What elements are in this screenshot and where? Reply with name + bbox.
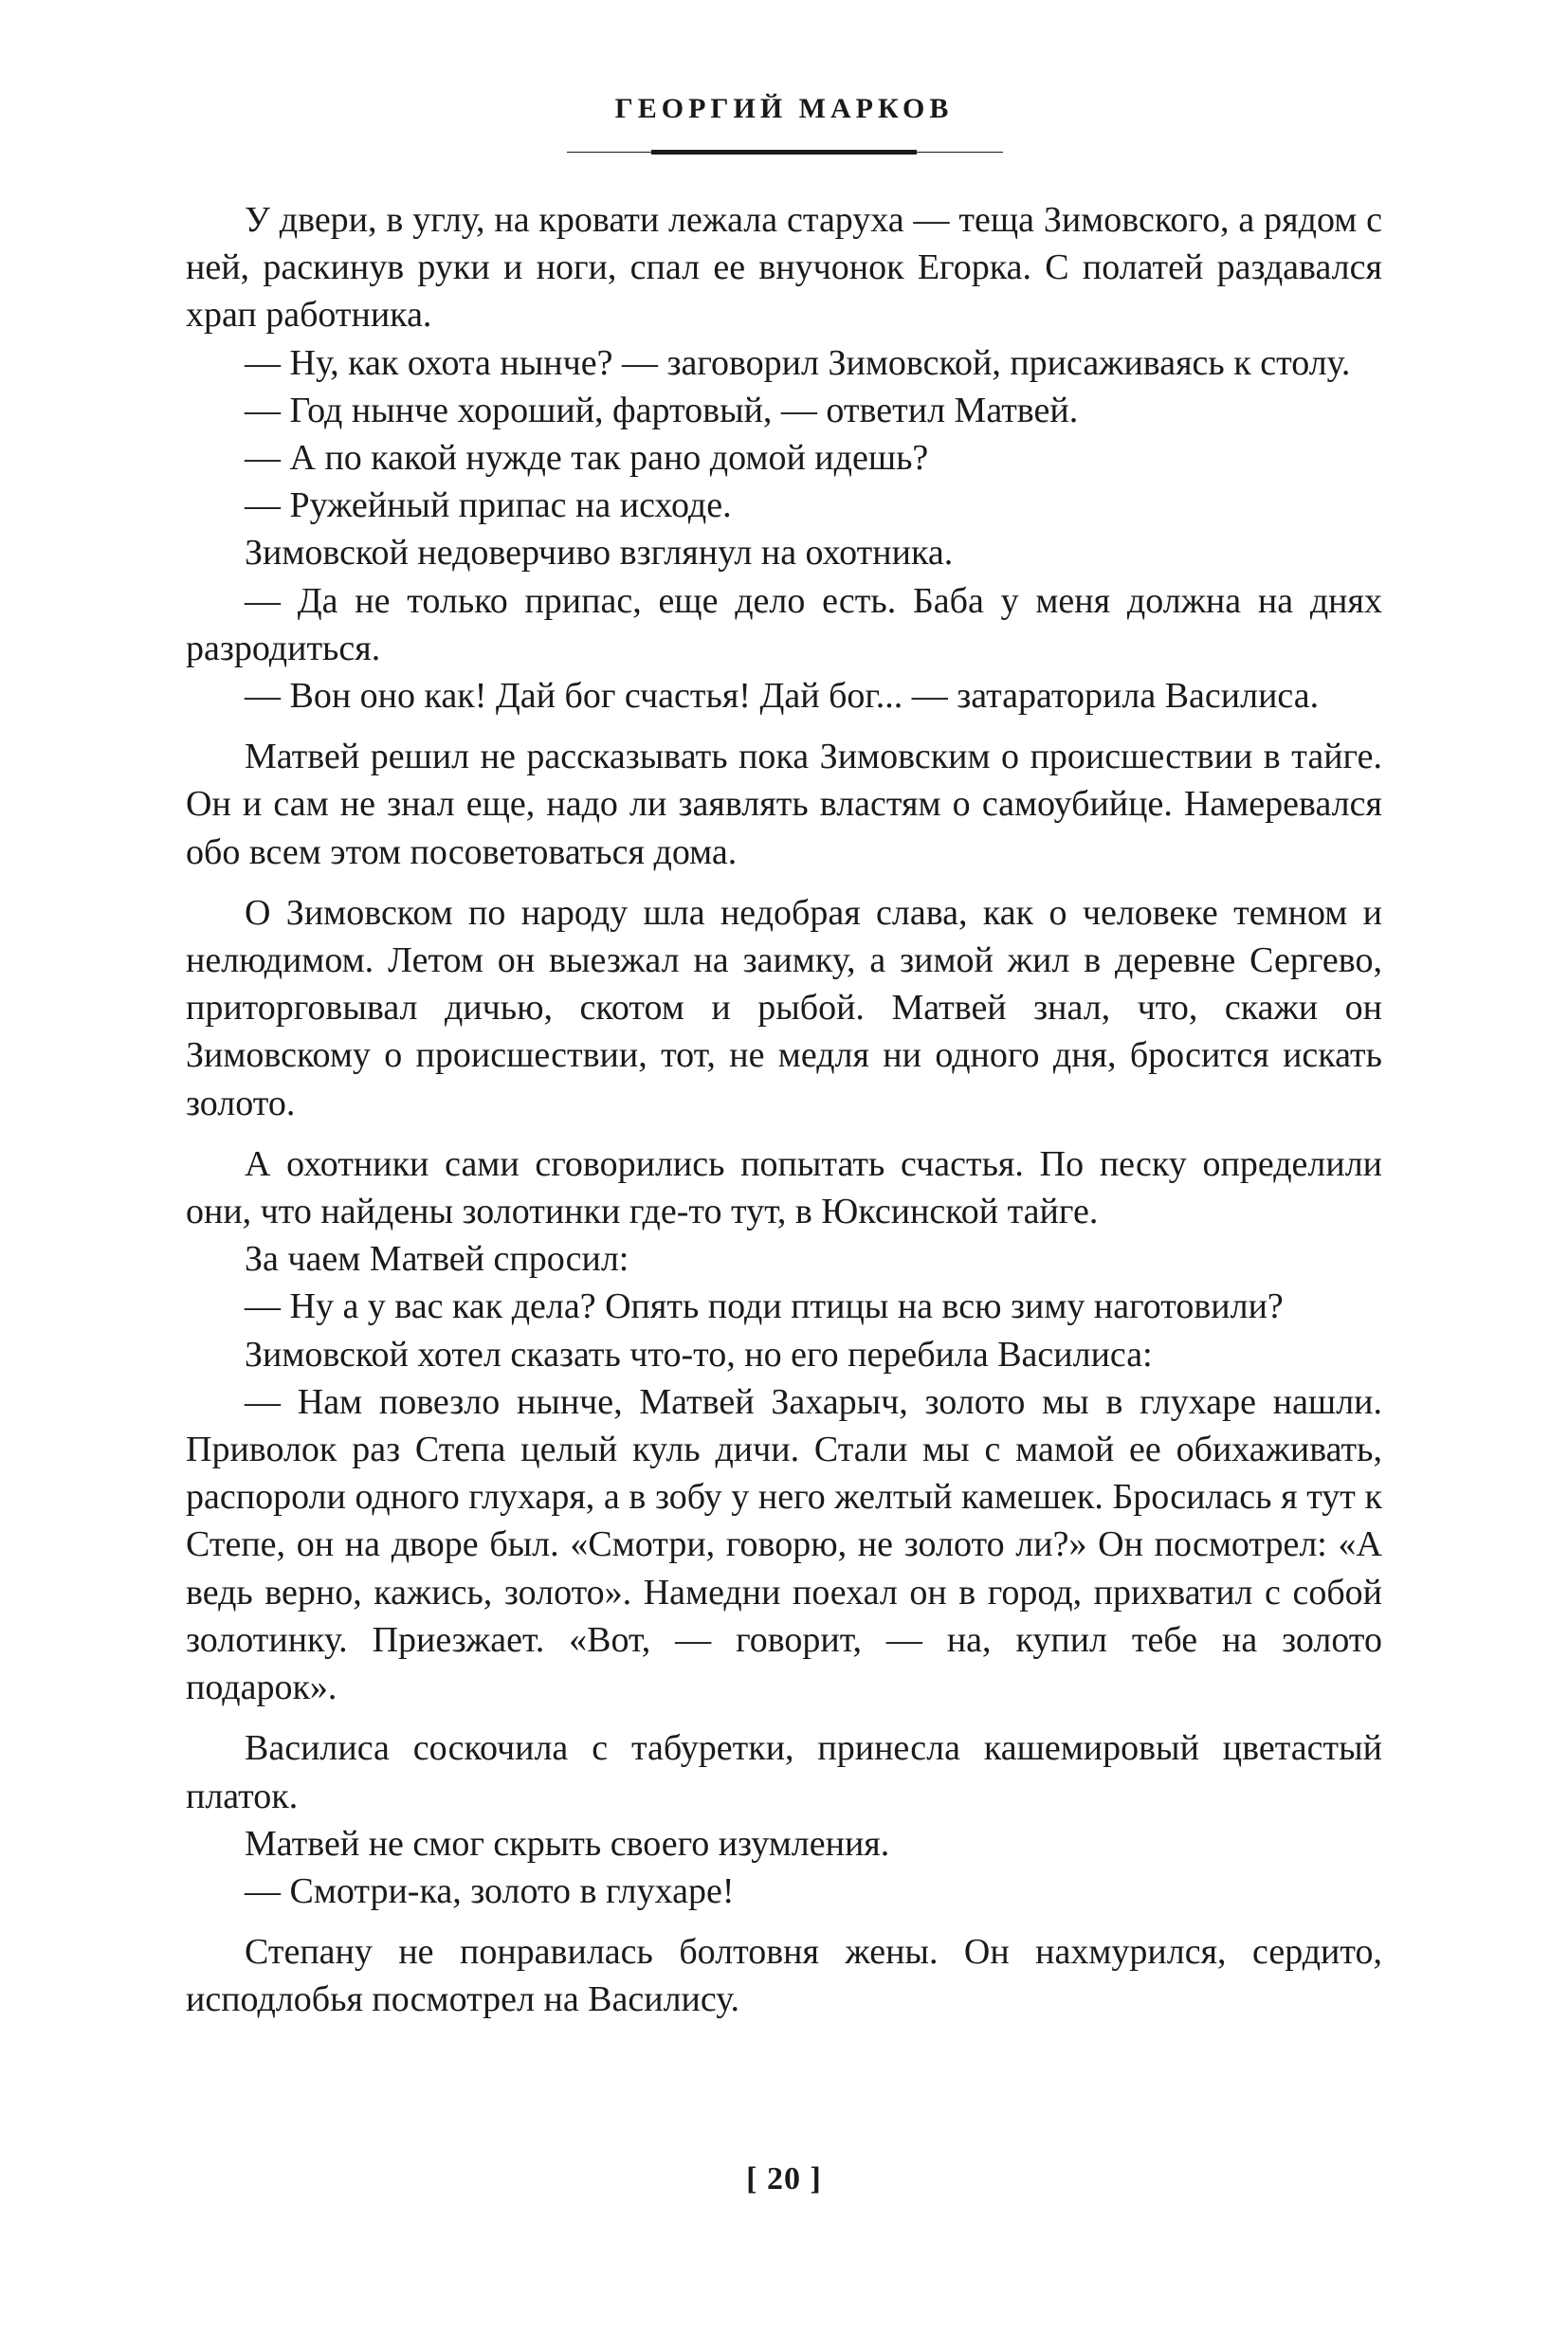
paragraph: — Да не только припас, еще дело есть. Баба у меня должна на днях разродиться. <box>186 580 1382 668</box>
paragraph: — Вон оно как! Дай бог счастья! Дай бог... — затараторила Василиса. <box>245 676 1320 717</box>
paragraph: — А по какой нужде так рано домой идешь? <box>245 438 929 479</box>
paragraph: Матвей решил не рассказывать пока Зимовским о происшествии в тайге. Он и сам не знал еще, надо ли заявлять властям о самоубийце. Намеревался обо всем этом посоветоваться дома. <box>186 737 1382 872</box>
paragraph: О Зимовском по народу шла недобрая слава, как о человеке темном и нелюдимом. Летом он выезжал на заимку, а зимой жил в деревне Сергево, приторговывал дичью, скотом и рыбой. Матвей знал, что, скажи он Зимовскому о происшествии, тот, не медля ни одного дня, бросится искать золото. <box>186 892 1382 1123</box>
paragraph: За чаем Матвей спросил: <box>245 1239 629 1280</box>
paragraph: У двери, в углу, на кровати лежала старуха — теща Зимовского, а рядом с ней, раскинув руки и ноги, спал ее внучонок Егорка. С полатей раздавался храп работника. <box>186 200 1382 336</box>
body-text <box>186 196 1382 2024</box>
paragraph: Матвей не смог скрыть своего изумления. <box>245 1823 890 1864</box>
running-head: ГЕОРГИЙ МАРКОВ <box>614 93 954 124</box>
paragraph: — Нам повезло нынче, Матвей Захарыч, золото мы в глухаре нашли. Приволок раз Степа целый куль дичи. Стали мы с мамой ее обихаживать, распороли одного глухаря, а в зобу у него желтый камешек. Бросилась я тут к Степе, он на дворе был. «Смотри, говорю, не золото ли?» Он посмотрел: «А ведь верно, кажись, золото». Намедни поехал он в город, прихватил с собой золотинку. Приезжает. «Вот, — говорит, — на, купил тебе на золото подарок». <box>186 1381 1382 1708</box>
paragraph: Зимовской недоверчиво взглянул на охотника. <box>245 533 954 574</box>
paragraph: — Ну, как охота нынче? — заговорил Зимовской, присаживаясь к столу. <box>245 342 1351 383</box>
header-rule <box>651 150 917 155</box>
paragraph: Зимовской хотел сказать что-то, но его перебила Василиса: <box>245 1334 1153 1375</box>
paragraph: Степану не понравилась болтовня жены. Он нахмурился, сердито, исподлобья посмотрел на Василису. <box>186 1932 1382 2020</box>
page-number: [ 20 ] <box>746 2161 822 2196</box>
paragraph: Василиса соскочила с табуретки, принесла кашемировый цветастый платок. <box>186 1728 1382 1816</box>
paragraph: А охотники сами сговорились попытать счастья. По песку определили они, что найдены золотинки где-то тут, в Юксинской тайге. <box>186 1143 1382 1232</box>
paragraph: — Смотри-ка, золото в глухаре! <box>245 1870 735 1911</box>
paragraph: — Ружейный припас на исходе. <box>245 485 732 526</box>
paragraph: — Год нынче хороший, фартовый, — ответил Матвей. <box>245 390 1079 430</box>
paragraph: — Ну а у вас как дела? Опять поди птицы на всю зиму наготовили? <box>245 1286 1284 1327</box>
